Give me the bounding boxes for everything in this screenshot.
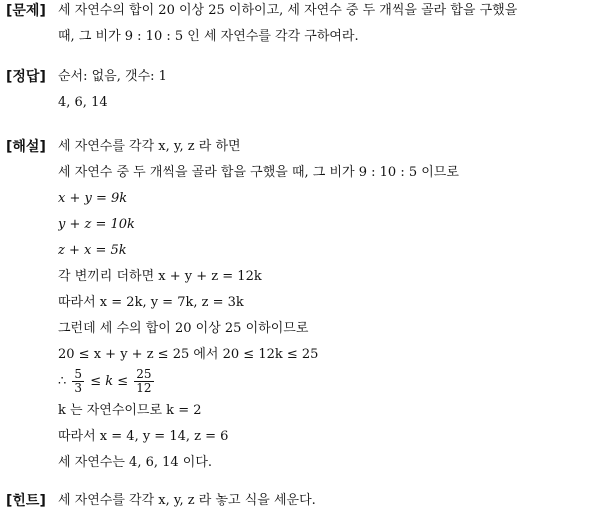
solution-line: 각 변끼리 더하면 x + y + z = 12k [58, 269, 262, 284]
solution-line: 그런데 세 수의 합이 20 이상 25 이하이므로 [58, 321, 309, 336]
problem-line-2: 때, 그 비가 9 : 10 : 5 인 세 자연수를 각각 구하여라. [58, 29, 359, 44]
fraction-denominator: 3 [74, 381, 83, 395]
problem-line-1: 세 자연수의 합이 20 이상 25 이하이고, 세 자연수 중 두 개씩을 골라 합을 구했을 [58, 3, 518, 18]
answer-label: [정답] [6, 69, 46, 85]
hint-line: 세 자연수를 각각 x, y, z 라 놓고 식을 세운다. [58, 493, 316, 508]
solution-line: k 는 자연수이므로 k = 2 [58, 403, 202, 418]
fraction-numerator: 5 [74, 368, 83, 381]
solution-line: 세 자연수 중 두 개씩을 골라 합을 구했을 때, 그 비가 9 : 10 : 5 이므로 [58, 165, 459, 180]
fraction-numerator: 25 [136, 368, 152, 381]
answer-values: 4, 6, 14 [58, 95, 108, 110]
equation-line: x + y = 9k [58, 191, 128, 206]
answer-order-count: 순서: 없음, 갯수: 1 [58, 69, 167, 84]
solution-line: 따라서 x = 2k, y = 7k, z = 3k [58, 295, 244, 310]
solution-text [58, 134, 588, 476]
equation-line: y + z = 10k [58, 217, 135, 232]
solution-line: 따라서 x = 4, y = 14, z = 6 [58, 429, 229, 444]
solution-line: 세 자연수를 각각 x, y, z 라 하면 [58, 139, 241, 154]
solution-line: 세 자연수는 4, 6, 14 이다. [58, 455, 213, 470]
solution-line: 20 ≤ x + y + z ≤ 25 에서 20 ≤ 12k ≤ 25 [58, 347, 319, 362]
equation-line: z + x = 5k [58, 243, 127, 258]
fraction-denominator: 12 [136, 381, 152, 395]
problem-label: [문제] [6, 3, 46, 19]
problem-text [58, 0, 588, 50]
hint-text [58, 488, 588, 514]
answer-text [58, 64, 588, 116]
fraction-five-thirds [72, 368, 84, 395]
therefore-symbol: ∴ [58, 374, 67, 389]
solution-label: [해설] [6, 139, 46, 155]
fraction-twentyfive-twelfths [134, 368, 153, 395]
inequality-middle: ≤ k ≤ [90, 374, 129, 389]
hint-label: [힌트] [6, 493, 46, 509]
fraction-inequality [58, 368, 588, 398]
